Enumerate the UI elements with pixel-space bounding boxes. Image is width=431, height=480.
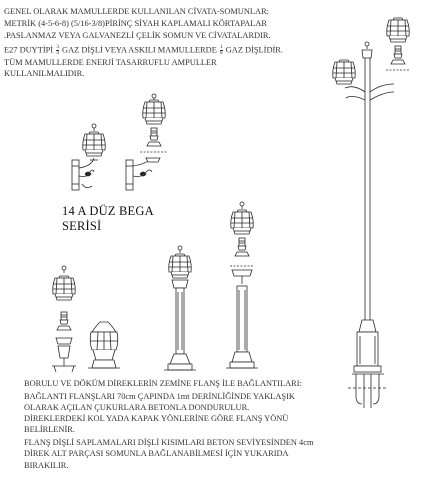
double-arm-pole-drawing (333, 18, 410, 408)
note-flange-5: FLANŞ DİŞLİ SAPLAMALARI DİŞLİ KISIMLARI BETON SEVİYESİNDEN 4cm (24, 438, 314, 447)
note-flange-heading: BORULU VE DÖKÜM DİREKLERİN ZEMİNE FLANŞ İLE BAĞLANTILARI: (24, 379, 302, 388)
series-subtitle: SERİSİ (62, 219, 102, 233)
bollard-assembled-drawing (88, 322, 120, 368)
note-e27-a: E27 DUYTİPİ (4, 45, 54, 55)
note-e27-b: GAZ DİŞLİ VEYA ASKILI MAMULLERDE (62, 45, 217, 55)
note-e27-c: GAZ DİŞLİDİR. (225, 45, 283, 55)
fraction-one-eighth: $\frac{1}{8}$ (219, 44, 223, 56)
note-flange-3: DİREKLERDEKİ KOL YADA KAPAK YÖNLERİNE GÖRE FLANŞ YÖNÜ (24, 414, 289, 423)
note-flange-4: BELİRLENİR. (24, 425, 75, 434)
post-lamp-assembled-drawing (164, 246, 196, 370)
note-flange-2: OLARAK AÇILAN ÇUKURLARA BETONLA DONDURULUR. (24, 403, 250, 412)
note-metric-caps: METRİK (4-5-6-8) (5/16-3/8)PİRİNÇ SİYAH KAPLAMALI KÖRTAPALAR (4, 19, 268, 28)
wall-lamp-2-drawing (126, 94, 168, 190)
note-flange-7: BIRAKILIR. (24, 461, 69, 470)
note-flange-6: DİREK ALT PARÇASI SOMUNLA BAĞLANABİLMESİ İÇİN YUKARIDA (24, 449, 289, 458)
wall-lamp-1-drawing (72, 124, 105, 190)
note-energy: TÜM MAMULLERDE ENERJİ TASARRUFLU AMPULLER (4, 58, 217, 67)
bollard-exploded-drawing (52, 266, 76, 372)
post-lamp-exploded-drawing (226, 202, 258, 368)
fraction-three-quarter: $\frac{3}{4}$ (56, 44, 59, 56)
series-title: 14 A DÜZ BEGA (62, 204, 154, 218)
note-energy-2: KULLANILMALIDIR. (4, 69, 85, 78)
note-heading-fasteners: GENEL OLARAK MAMULLERDE KULLANILAN CİVATA-SOMUNLAR: (4, 7, 269, 16)
note-flange-1: BAĞLANTI FLANŞLARI 70cm ÇAPINDA 1mt DERİNLİĞİNDE YAKLAŞIK (24, 392, 295, 401)
note-stainless: .PASLANMAZ VEYA GALVANEZLİ ÇELİK SOMUN VE CİVATALARDIR. (4, 31, 271, 40)
